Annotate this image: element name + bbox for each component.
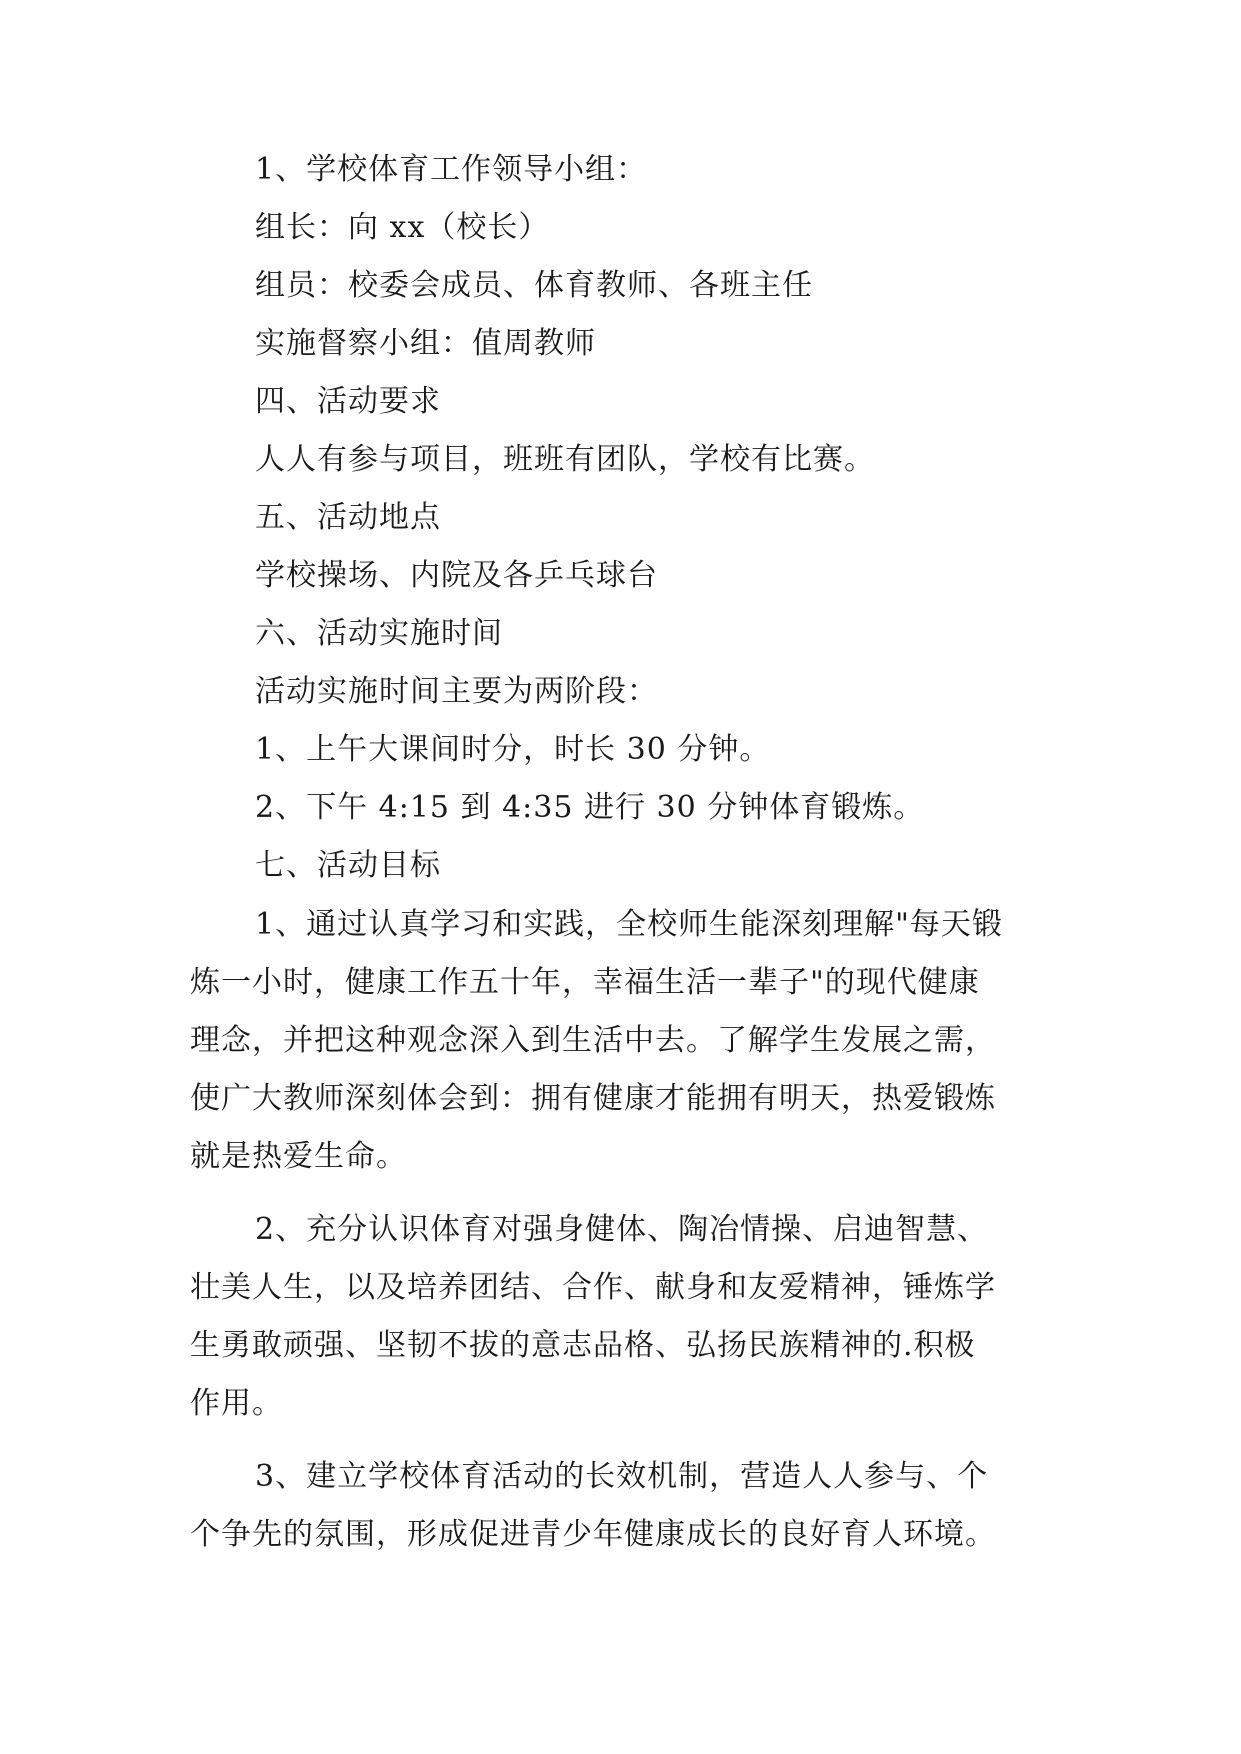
text-line: 学校操场、内院及各乒乓球台 <box>255 558 658 593</box>
paragraph-line: 炼一小时，健康工作五十年，幸福生活一辈子"的现代健康 <box>190 965 980 1000</box>
paragraph-line: 作用。 <box>190 1386 283 1421</box>
paragraph-line: 3、建立学校体育活动的长效机制，营造人人参与、个 <box>255 1459 989 1494</box>
section-heading: 四、活动要求 <box>255 384 441 419</box>
section-heading: 五、活动地点 <box>255 500 441 535</box>
text-line: 实施督察小组：值周教师 <box>255 326 596 361</box>
text-line: 组长：向 xx（校长） <box>255 210 550 245</box>
text-line: 1、学校体育工作领导小组： <box>255 152 648 187</box>
paragraph-line: 使广大教师深刻体会到：拥有健康才能拥有明天，热爱锻炼 <box>190 1081 996 1116</box>
text-line: 2、下午 4:15 到 4:35 进行 30 分钟体育锻炼。 <box>255 790 925 825</box>
paragraph-line: 2、充分认识体育对强身健体、陶冶情操、启迪智慧、 <box>255 1212 989 1247</box>
section-heading: 七、活动目标 <box>255 848 441 883</box>
paragraph-line: 就是热爱生命。 <box>190 1139 407 1174</box>
paragraph-line: 生勇敢顽强、坚韧不拔的意志品格、弘扬民族精神的.积极 <box>190 1328 976 1363</box>
text-line: 组员：校委会成员、体育教师、各班主任 <box>255 268 813 303</box>
text-line: 活动实施时间主要为两阶段： <box>255 674 658 709</box>
text-line: 1、上午大课间时分，时长 30 分钟。 <box>255 732 771 767</box>
paragraph-line: 1、通过认真学习和实践，全校师生能深刻理解"每天锻 <box>255 907 1003 942</box>
text-line: 人人有参与项目，班班有团队，学校有比赛。 <box>255 442 875 477</box>
paragraph-line: 个争先的氛围，形成促进青少年健康成长的良好育人环境。 <box>190 1517 996 1552</box>
section-heading: 六、活动实施时间 <box>255 616 503 651</box>
paragraph-line: 理念，并把这种观念深入到生活中去。了解学生发展之需， <box>190 1023 996 1058</box>
paragraph-line: 壮美人生，以及培养团结、合作、献身和友爱精神，锤炼学 <box>190 1270 996 1305</box>
